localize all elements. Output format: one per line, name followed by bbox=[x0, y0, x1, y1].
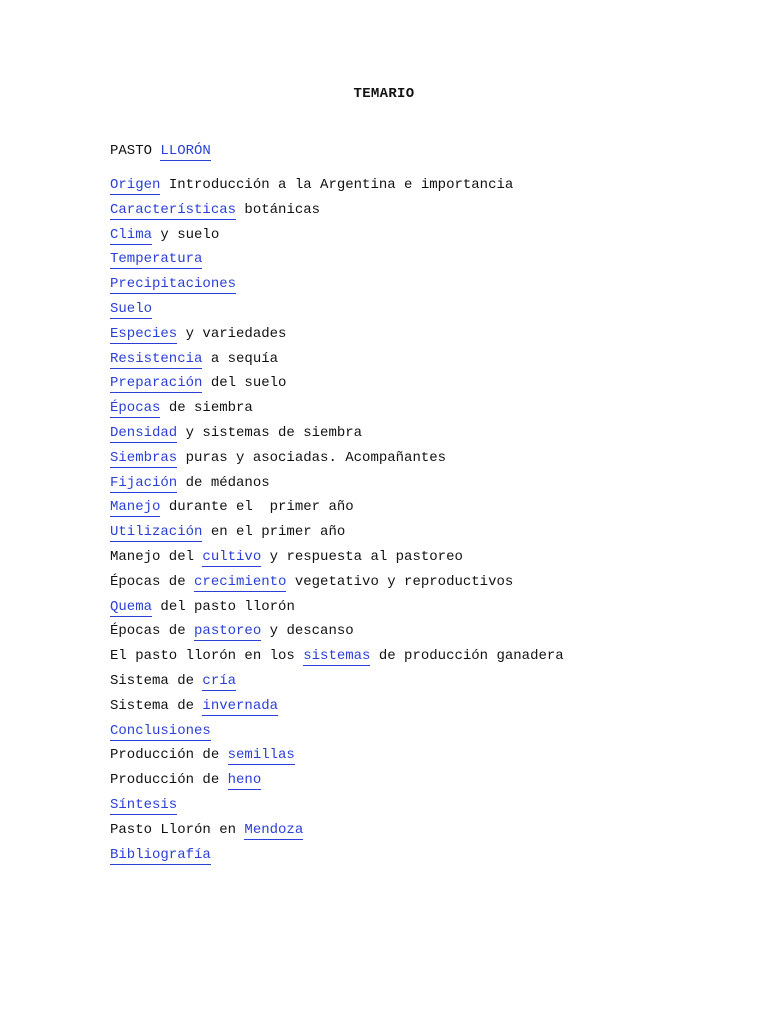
toc-item-text-after: en el primer año bbox=[202, 524, 346, 541]
toc-item-link[interactable]: Precipitaciones bbox=[110, 276, 237, 293]
toc-item-text-after: botánicas bbox=[236, 201, 321, 218]
toc-item bbox=[110, 275, 564, 300]
toc-item bbox=[110, 672, 564, 697]
toc-item-link[interactable]: crecimiento bbox=[194, 573, 287, 590]
toc-item bbox=[110, 176, 564, 201]
toc-item-link[interactable]: heno bbox=[227, 772, 262, 789]
toc-item-text-after: puras y asociadas. Acompañantes bbox=[177, 449, 447, 466]
toc-item bbox=[110, 622, 564, 647]
toc-item-link[interactable]: Especies bbox=[110, 325, 178, 342]
toc-item bbox=[110, 399, 564, 424]
toc-item-link[interactable]: cría bbox=[202, 672, 237, 689]
toc-item-text-after: y sistemas de siembra bbox=[177, 424, 363, 441]
toc-item bbox=[110, 573, 564, 598]
page-title: TEMARIO bbox=[353, 86, 415, 102]
toc-item bbox=[110, 250, 564, 275]
toc-item-link[interactable]: Resistencia bbox=[110, 350, 203, 367]
toc-item bbox=[110, 647, 564, 672]
toc-item-text-after: vegetativo y reproductivos bbox=[286, 573, 514, 590]
table-of-contents bbox=[110, 176, 564, 870]
toc-item bbox=[110, 201, 564, 226]
toc-item-link[interactable]: Preparación bbox=[110, 375, 203, 392]
toc-item-link[interactable]: Suelo bbox=[110, 300, 153, 317]
toc-item-link[interactable]: Fijación bbox=[110, 474, 178, 491]
toc-item bbox=[110, 746, 564, 771]
toc-item bbox=[110, 722, 564, 747]
toc-item-text: Épocas de bbox=[110, 623, 195, 640]
toc-item-link[interactable]: cultivo bbox=[202, 548, 262, 565]
toc-item-text-after: de producción ganadera bbox=[370, 648, 564, 665]
toc-item-link[interactable]: Conclusiones bbox=[110, 722, 211, 739]
toc-item-text: Producción de bbox=[110, 772, 228, 789]
toc-item-text: Pasto Llorón en bbox=[110, 821, 245, 838]
toc-item-text-after: Introducción a la Argentina e importancia bbox=[160, 177, 514, 193]
subtitle-link[interactable]: LLORÓN bbox=[160, 143, 211, 159]
toc-item-link[interactable]: Densidad bbox=[110, 424, 178, 441]
toc-item bbox=[110, 325, 564, 350]
toc-item-text: El pasto llorón en los bbox=[110, 648, 304, 665]
toc-item bbox=[110, 474, 564, 499]
subtitle bbox=[110, 143, 211, 159]
toc-item-text-after: a sequía bbox=[202, 350, 279, 367]
toc-item-link[interactable]: Épocas bbox=[110, 400, 161, 417]
toc-item-link[interactable]: Siembras bbox=[110, 449, 178, 466]
toc-item-link[interactable]: Características bbox=[110, 201, 237, 218]
toc-item-link[interactable]: Manejo bbox=[110, 499, 161, 516]
toc-item-text: Sistema de bbox=[110, 697, 203, 714]
toc-item-link[interactable]: Origen bbox=[110, 177, 161, 193]
toc-item bbox=[110, 771, 564, 796]
toc-item-link[interactable]: Bibliografía bbox=[110, 846, 211, 863]
toc-item-text-after: y variedades bbox=[177, 325, 287, 342]
toc-item-link[interactable]: Síntesis bbox=[110, 796, 178, 813]
toc-item bbox=[110, 598, 564, 623]
toc-item bbox=[110, 821, 564, 846]
toc-item-link[interactable]: Mendoza bbox=[244, 821, 304, 838]
toc-item-link[interactable]: semillas bbox=[227, 747, 295, 764]
toc-item-link[interactable]: Clima bbox=[110, 226, 153, 243]
toc-item-text: Producción de bbox=[110, 747, 228, 764]
toc-item bbox=[110, 374, 564, 399]
toc-item-text-after: de médanos bbox=[177, 474, 270, 491]
toc-item-link[interactable]: invernada bbox=[202, 697, 279, 714]
toc-item-text-after: del pasto llorón bbox=[152, 598, 295, 615]
toc-item-text: Sistema de bbox=[110, 672, 203, 689]
toc-item bbox=[110, 523, 564, 548]
toc-item bbox=[110, 226, 564, 251]
toc-item bbox=[110, 350, 564, 375]
toc-item bbox=[110, 300, 564, 325]
toc-item-text-after: y descanso bbox=[261, 623, 354, 640]
toc-item bbox=[110, 498, 564, 523]
toc-item bbox=[110, 697, 564, 722]
toc-item-link[interactable]: sistemas bbox=[303, 648, 371, 665]
toc-item-link[interactable]: Quema bbox=[110, 598, 153, 615]
toc-item-link[interactable]: Temperatura bbox=[110, 251, 203, 268]
toc-item-text-after: y respuesta al pastoreo bbox=[261, 548, 463, 565]
toc-item-text: Épocas de bbox=[110, 573, 195, 590]
toc-item-text-after: durante el primer año bbox=[160, 499, 354, 516]
toc-item-text-after: del suelo bbox=[202, 375, 287, 392]
toc-item bbox=[110, 449, 564, 474]
toc-item-link[interactable]: Utilización bbox=[110, 524, 203, 541]
toc-item-text: Manejo del bbox=[110, 548, 203, 565]
toc-item bbox=[110, 548, 564, 573]
toc-item-text-after: y suelo bbox=[152, 226, 220, 243]
toc-item bbox=[110, 424, 564, 449]
toc-item bbox=[110, 796, 564, 821]
toc-item-link[interactable]: pastoreo bbox=[194, 623, 262, 640]
toc-item-text-after: de siembra bbox=[160, 400, 253, 417]
toc-item bbox=[110, 846, 564, 871]
subtitle-text: PASTO bbox=[110, 143, 161, 159]
